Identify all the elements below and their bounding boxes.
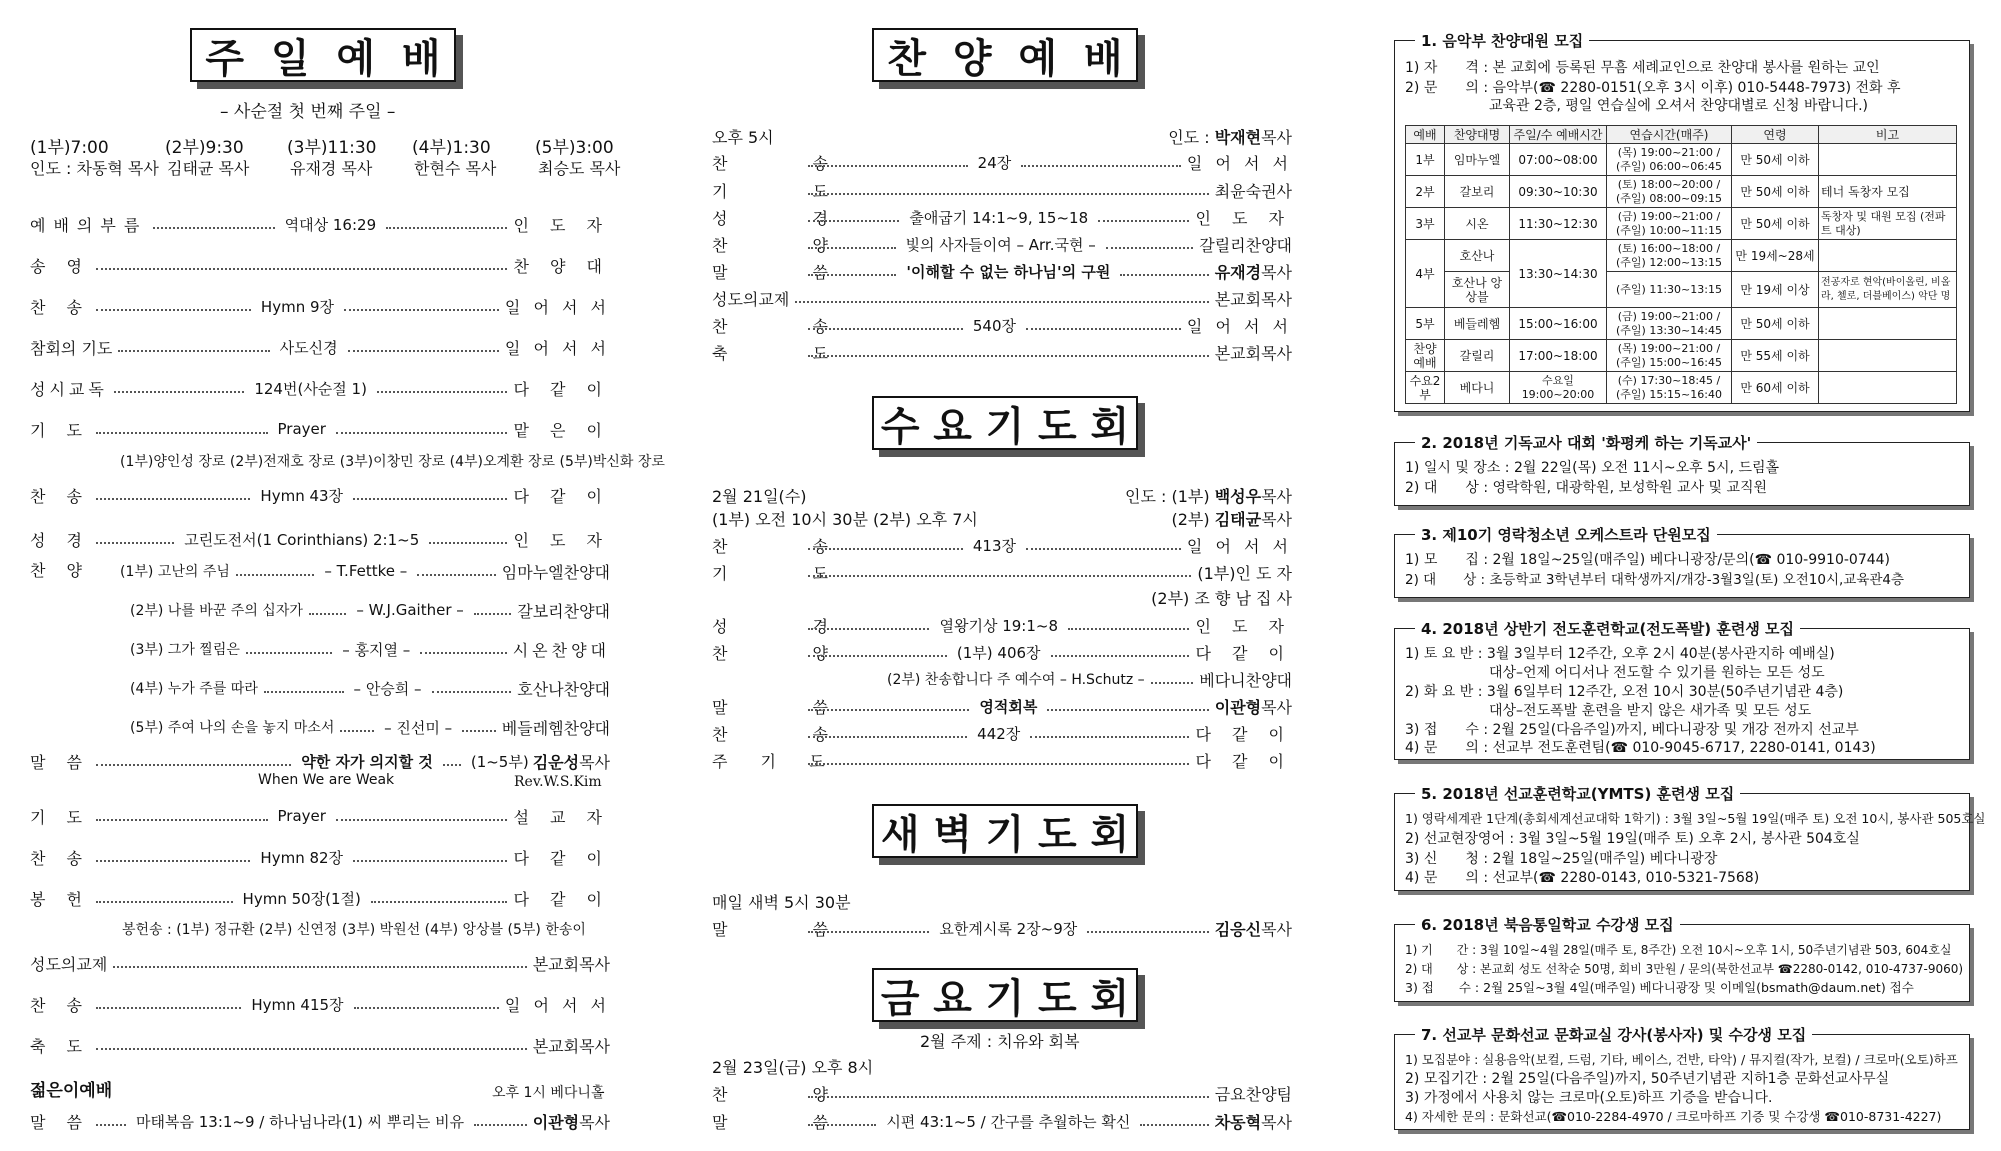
service-time-3: (3부)11:30 xyxy=(287,138,377,158)
praise-row: 성도의교제 본교회목사 xyxy=(712,289,1292,309)
dawn-sermon-row: 말 씀 요한계시록 2장~9장 김응신목사 xyxy=(712,919,1292,939)
notice-choir-recruit: 1. 음악부 찬양대원 모집 1) 자 격 : 본 교회에 등록된 무흠 세례교인으로 찬양대 봉사를 원하는 교인 2) 문 의 : 음악부(☎ 2280-0151(오후 3시 이후) 010-5448-7973) 전화 후 교육관 2층, 평일 연습실에 오셔서 찬양대별로 신청 바랍니다.) 예배 찬양대명 주일/수 예배시간 연습시간(매주) 연령 비고 1부 임마누엘 07:00~08:00 (목) 19:00~21:00 / (주일) 06:00~06:45 만 50세 이하 2부 갈보리 09:30~10:30 (토) 18:00~20:00 / (주일) 08:00~09:15 만 50세 이하 테너 독창자 모집 3부 시온 11:30~12:30 (금) 19:00~21:00 / (주일) 10:00~11:15 만 50세 이하 독창자 및 대원 모집 (전파트 대상) 4부 호산나 13:30~14:30 (토) 16:00~18:00 / (주일) 12:00~13:15 만 19세~28세 호산나 앙상블 (주일) 11:30~13:15 만 19세 이상 전공자로 현악(바이올린, 비올라, 첼로, 더블베이스) 악단 명 5부 베들레헴 15:00~16:00 (금) 19:00~21:00 / (주일) 13:30~14:45 만 50세 이하 찬양예배 갈릴리 17:00~18:00 (목) 19:00~21:00 / (주일) 15:00~16:45 만 55세 이하 수요2부 베다니 수요일 19:00~20:00 (수) 17:30~18:45 / (주일) 15:15~16:40 만 60세 이하 xyxy=(1394,40,1970,412)
service-leader-3: 유재경 목사 xyxy=(290,159,373,178)
friday-date: 2월 23일(금) 오후 8시 xyxy=(712,1058,874,1077)
wednesday-row: 찬 양 (1부) 406장 다 같 이 xyxy=(712,643,1292,663)
praise-row: 찬 양 빛의 사자들이여 – Arr.국현 – 갈릴리찬양대 xyxy=(712,235,1292,255)
order-row: 축 도 본교회목사 xyxy=(30,1036,610,1056)
friday-row: 찬 양 금요찬양팀 xyxy=(712,1084,1292,1104)
friday-theme: 2월 주제 : 치유와 회복 xyxy=(920,1032,1080,1051)
order-row: 예배의부름 역대상 16:29 인 도 자 xyxy=(30,215,611,235)
wednesday-row: 주 기 도 다 같 이 xyxy=(712,751,1292,771)
praise-row: 찬 송 24장 일 어 서 서 xyxy=(712,153,1293,173)
notice-title: 6. 2018년 북음통일학교 수강생 모집 xyxy=(1415,914,1680,935)
notice-teacher-conference: 2. 2018년 기독교사 대회 '화평케 하는 기독교사' 1) 일시 및 장소 : 2월 22일(목) 오전 11시~오후 5시, 드림홀 2) 대 상 : 영락학원, 대광학원, 보성학원 교사 및 교직원 xyxy=(1394,442,1970,506)
sunday-worship-column xyxy=(30,0,665,1151)
anthem-label: 찬 양 xyxy=(30,561,90,580)
wednesday-times: (1부) 오전 10시 30분 (2부) 오후 7시 xyxy=(712,510,978,529)
praise-worship-title: 찬 양 예 배 xyxy=(872,28,1138,82)
notice-culture-class: 7. 선교부 문화선교 문화교실 강사(봉사자) 및 수강생 모집 1) 모집분야 : 실용음악(보컬, 드럼, 기타, 베이스, 건반, 타악) / 뮤지컬(작가, 보컬) / 크로마(오토)하프 2) 모집기간 : 2월 25일(다음주일)까지, 50주년기념관 지하1층 문화선교사무실 3) 가정에서 사용치 않는 크로마(오토)하프 기증을 받습니다. 4) 자세한 문의 : 문화선교(☎010-2284-4970 / 크로마하프 기증 및 수강생 ☎010-8731-4227) xyxy=(1394,1034,1970,1130)
order-row: 성 경 고린도전서(1 Corinthians) 2:1~5 인 도 자 xyxy=(30,530,611,550)
dawn-prayer-title: 새 벽 기 도 회 xyxy=(872,804,1138,858)
wednesday-leader-1: 인도 : (1부) 백성우목사 xyxy=(1125,487,1292,506)
order-row: 찬 송 Hymn 43장 다 같 이 xyxy=(30,486,611,506)
service-time-1: (1부)7:00 xyxy=(30,138,109,158)
service-leader-4: 한현수 목사 xyxy=(414,159,497,178)
anthem-row: (5부) 주여 나의 손을 놓지 마소서 – 진선미 – 베들레헴찬양대 xyxy=(130,718,610,738)
service-leader-1: 인도 : 차동혁 목사 xyxy=(30,159,159,178)
service-time-2: (2부)9:30 xyxy=(165,138,244,158)
anthem-row: (2부) 나를 바꾼 주의 십자가 – W.J.Gaither – 갈보리찬양대 xyxy=(130,601,610,621)
sunday-subtitle: – 사순절 첫 번째 주일 – xyxy=(220,102,396,122)
wednesday-row: 기 도 (1부)인 도 자 xyxy=(712,563,1292,583)
title-char: 일 xyxy=(270,35,310,82)
notice-title: 7. 선교부 문화선교 문화교실 강사(봉사자) 및 수강생 모집 xyxy=(1415,1024,1812,1045)
praise-time: 오후 5시 xyxy=(712,128,774,147)
youth-sermon-row: 말 씀 마태복음 13:1~9 / 하나님나라(1) 씨 뿌리는 비유 이관형목사 xyxy=(30,1112,610,1132)
notice-youth-orchestra: 3. 제10기 영락청소년 오케스트라 단원모집 1) 모 집 : 2월 18일~25일(매주일) 베다니광장/문의(☎ 010-9910-0744) 2) 대 상 : 초등학교 3학년부터 대학생까지/개강-3월3일(토) 오전10시,교육관4층 xyxy=(1394,534,1970,598)
order-row: 성도의교제 본교회목사 xyxy=(30,954,610,974)
dawn-time: 매일 새벽 5시 30분 xyxy=(712,893,851,912)
notice-title: 5. 2018년 선교훈련학교(YMTS) 훈련생 모집 xyxy=(1415,783,1740,804)
order-row: 성시교독 124번(사순절 1) 다 같 이 xyxy=(30,379,611,399)
title-char: 예 xyxy=(336,35,376,82)
title-char: 배 xyxy=(401,35,441,82)
praise-row: 축 도 본교회목사 xyxy=(712,343,1292,363)
notice-title: 3. 제10기 영락청소년 오케스트라 단원모집 xyxy=(1415,524,1717,545)
wednesday-anthem-2: (2부) 찬송합니다 주 예수여 – H.Schutz – 베다니찬양대 xyxy=(887,670,1292,690)
wednesday-prayer-2: (2부) 조 향 남 집 사 xyxy=(1151,589,1292,608)
service-leader-2: 김태균 목사 xyxy=(167,159,250,178)
notice-unification-school: 6. 2018년 북음통일학교 수강생 모집 1) 기 간 : 3월 10일~4월 28일(매주 토, 8주간) 오전 10시~오후 1시, 50주년기념관 503, 604호실 2) 대 상 : 본교회 성도 선착순 50명, 회비 3만원 / 문의(북한선교부 ☎2280-0142, 010-4737-9060) 3) 접 수 : 2월 25일~3월 4일(매주일) 베다니광장 및 이메일(bsmath@daum.net) 접수 xyxy=(1394,924,1970,1002)
praise-leader: 인도 : 박재현목사 xyxy=(1168,128,1292,147)
youth-worship-title: 젊은이예배 xyxy=(30,1081,113,1101)
wednesday-row: 찬 송 413장 일 어 서 서 xyxy=(712,536,1292,556)
prayer-note: (1부)양인성 장로 (2부)전재호 장로 (3부)이창민 장로 (4부)오계환 장로 (5부)박신화 장로 xyxy=(120,454,665,470)
sermon-english: When We are Weak xyxy=(258,772,395,788)
youth-worship-time: 오후 1시 베다니홀 xyxy=(492,1085,605,1101)
anthem-row: (1부) 고난의 주님 – T.Fettke – 임마누엘찬양대 xyxy=(120,562,610,582)
notice-title: 1. 음악부 찬양대원 모집 xyxy=(1415,30,1589,51)
wednesday-row: 찬 송 442장 다 같 이 xyxy=(712,724,1293,744)
wednesday-prayer-title: 수 요 기 도 회 xyxy=(872,396,1138,450)
service-leader-5: 최승도 목사 xyxy=(538,159,621,178)
wednesday-row: 성 경 열왕기상 19:1~8 인 도 자 xyxy=(712,616,1293,636)
order-row: 찬 송 Hymn 9장 일 어 서 서 xyxy=(30,297,611,317)
evening-prayer-column xyxy=(712,0,1292,1151)
order-row: 송 영 찬 양 대 xyxy=(30,256,610,276)
order-row: 기 도 Prayer 맡 은 이 xyxy=(30,420,610,440)
wednesday-sermon-row: 말 씀 영적회복 이관형목사 xyxy=(712,697,1293,717)
order-row: 봉 헌 Hymn 50장(1절) 다 같 이 xyxy=(30,889,610,909)
praise-row: 성 경 출애굽기 14:1~9, 15~18 인 도 자 xyxy=(712,208,1293,228)
notice-mission-school: 5. 2018년 선교훈련학교(YMTS) 훈련생 모집 1) 영락세계관 1단계(총회세계선교대학 1학기) : 3월 3일~5월 19일(매주 토) 오전 10시, 봉사관 505호실 2) 선교현장영어 : 3월 3일~5월 19일(매주 토) 오후 2시, 봉사관 504호실 3) 신 청 : 2월 18일~25일(매주일) 베다니광장 4) 문 의 : 선교부(☎ 2280-0143, 010-5321-7568) xyxy=(1394,793,1970,891)
title-char: 주 xyxy=(205,35,245,82)
anthem-row: (4부) 누가 주를 따라 – 안승희 – 호산나찬양대 xyxy=(130,679,610,699)
service-time-4: (4부)1:30 xyxy=(412,138,491,158)
choir-table: 예배 찬양대명 주일/수 예배시간 연습시간(매주) 연령 비고 1부 임마누엘 07:00~08:00 (목) 19:00~21:00 / (주일) 06:00~06:45 만 50세 이하 2부 갈보리 09:30~10:30 (토) 18:00~20:00 / (주일) 08:00~09:15 만 50세 이하 테너 독창자 모집 3부 시온 11:30~12:30 (금) 19:00~21:00 / (주일) 10:00~11:15 만 50세 이하 독창자 및 대원 모집 (전파트 대상) 4부 호산나 13:30~14:30 (토) 16:00~18:00 / (주일) 12:00~13:15 만 19세~28세 호산나 앙상블 (주일) 11:30~13:15 만 19세 이상 전공자로 현악(바이올린, 비올라, 첼로, 더블베이스) 악단 명 5부 베들레헴 15:00~16:00 (금) 19:00~21:00 / (주일) 13:30~14:45 만 50세 이하 찬양예배 갈릴리 17:00~18:00 (목) 19:00~21:00 / (주일) 15:00~16:45 만 55세 이하 수요2부 베다니 수요일 19:00~20:00 (수) 17:30~18:45 / (주일) 15:15~16:40 만 60세 이하 xyxy=(1405,125,1957,404)
notice-title: 2. 2018년 기독교사 대회 '화평케 하는 기독교사' xyxy=(1415,432,1757,453)
praise-row: 찬 송 540장 일 어 서 서 xyxy=(712,316,1292,336)
notice-title: 4. 2018년 상반기 전도훈련학교(전도폭발) 훈련생 모집 xyxy=(1415,618,1800,639)
offering-note: 봉헌송 : (1부) 정규환 (2부) 신연정 (3부) 박원선 (4부) 앙상블 (5부) 한송이 xyxy=(122,922,586,938)
sermon-row: 말 씀 약한 자가 의지할 것 (1~5부) 김운성목사 xyxy=(30,752,610,772)
notice-evangelism-school: 4. 2018년 상반기 전도훈련학교(전도폭발) 훈련생 모집 1) 토 요 반 : 3월 3일부터 12주간, 오후 2시 40분(봉사관지하 예배실) 대상–언제 어디서나 전도할 수 있기를 원하는 모든 성도 2) 화 요 반 : 3월 6일부터 12주간, 오전 10시 30분(50주년기념관 4층) 대상–전도폭발 훈련을 받지 않은 새가족 및 모든 성도 3) 접 수 : 2월 25일(다음주일)까지, 베다니광장 및 개강 전까지 선교부 4) 문 의 : 선교부 전도훈련팀(☎ 010-9045-6717, 2280-0141, 0143) xyxy=(1394,628,1970,760)
preacher-english: Rev.W.S.Kim xyxy=(514,774,602,790)
wednesday-leader-2: (2부) 김태균목사 xyxy=(1171,510,1292,529)
order-row: 기 도 Prayer 설 교 자 xyxy=(30,807,610,827)
praise-row: 기 도 최윤숙권사 xyxy=(712,181,1292,201)
sunday-worship-title xyxy=(190,28,456,82)
friday-prayer-title: 금 요 기 도 회 xyxy=(872,968,1138,1022)
praise-row: 말 씀 '이해할 수 없는 하나님'의 구원 유재경목사 xyxy=(712,262,1293,282)
notices-column xyxy=(1394,0,1986,1151)
anthem-row: (3부) 그가 찔림은 – 홍지열 – 시온찬양대 xyxy=(130,640,610,660)
order-row: 찬 송 Hymn 415장 일 어 서 서 xyxy=(30,995,611,1015)
order-row: 찬 송 Hymn 82장 다 같 이 xyxy=(30,848,611,868)
order-row: 참회의 기도 사도신경 일 어 서 서 xyxy=(30,338,610,358)
friday-sermon-row: 말 씀 시편 43:1~5 / 간구를 추월하는 확신 차동혁목사 xyxy=(712,1112,1293,1132)
wednesday-date: 2월 21일(수) xyxy=(712,487,807,506)
service-time-5: (5부)3:00 xyxy=(535,138,614,158)
